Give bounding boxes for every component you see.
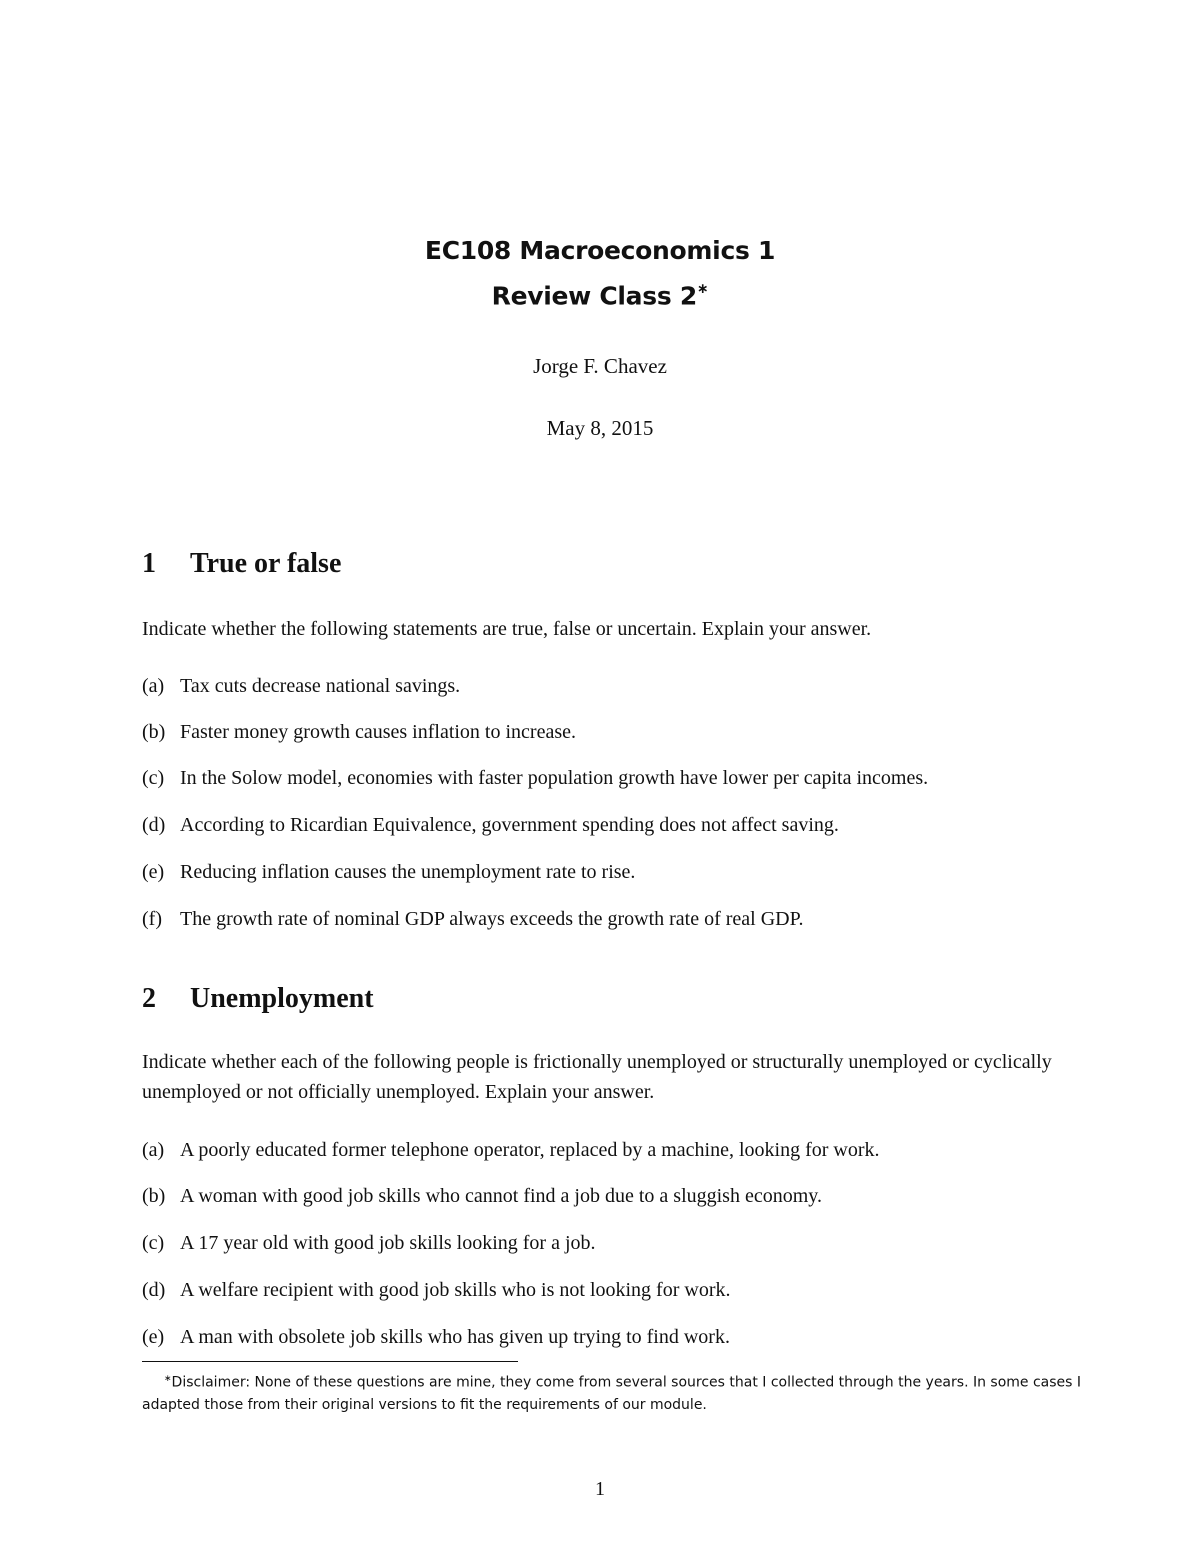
list-item	[142, 766, 1092, 790]
list-item	[142, 907, 1092, 931]
list-item	[142, 813, 1092, 837]
class-title: Review Class 2∗	[491, 281, 709, 311]
footnote-text: Disclaimer: None of these questions are mine, they come from several sources that I collected through the years. In some cases I adapted those from their original versions to fit the requirements of our module.	[142, 1374, 1082, 1413]
item-marker: (a)	[142, 1139, 165, 1161]
course-title: EC108 Macroeconomics 1	[424, 236, 776, 265]
item-text: According to Ricardian Equivalence, government spending does not affect saving.	[180, 814, 839, 836]
item-marker: (b)	[142, 1185, 166, 1207]
item-text: A 17 year old with good job skills looking for a job.	[180, 1232, 596, 1254]
item-marker: (e)	[142, 1326, 165, 1348]
footnote-divider	[142, 1361, 518, 1362]
list-item	[142, 720, 1092, 744]
item-marker: (f)	[142, 908, 162, 930]
section-heading-true-or-false	[142, 548, 341, 580]
item-text: A poorly educated former telephone operator, replaced by a machine, looking for work.	[180, 1139, 880, 1161]
page-number: 1	[595, 1478, 605, 1500]
section-title: True or false	[190, 548, 342, 579]
list-item	[142, 1231, 1092, 1255]
item-marker: (d)	[142, 814, 166, 836]
item-marker: (a)	[142, 675, 165, 697]
item-text: A welfare recipient with good job skills who is not looking for work.	[180, 1279, 731, 1301]
list-item	[142, 1325, 1092, 1349]
item-text: Tax cuts decrease national savings.	[180, 675, 461, 697]
footnote	[142, 1368, 1092, 1416]
date: May 8, 2015	[546, 416, 654, 440]
footnote-mark: ∗	[164, 1374, 172, 1384]
list-item	[142, 1138, 1092, 1162]
section-instructions: Indicate whether the following statements are true, false or uncertain. Explain your answer.	[142, 618, 872, 640]
item-marker: (e)	[142, 861, 165, 883]
item-marker: (c)	[142, 1232, 165, 1254]
item-marker: (c)	[142, 767, 165, 789]
list-item	[142, 1278, 1092, 1302]
section-instructions: Indicate whether each of the following people is frictionally unemployed or structurally unemployed or cyclically unemployed or not officially unemployed. Explain your answer.	[142, 1051, 1052, 1103]
item-text: Faster money growth causes inflation to increase.	[180, 721, 576, 743]
list-item	[142, 1184, 1092, 1208]
item-text: A man with obsolete job skills who has given up trying to find work.	[180, 1326, 730, 1348]
item-marker: (d)	[142, 1279, 166, 1301]
item-text: The growth rate of nominal GDP always exceeds the growth rate of real GDP.	[180, 908, 804, 930]
section-number: 1	[142, 548, 156, 579]
section-number: 2	[142, 983, 156, 1014]
list-item	[142, 674, 1092, 698]
item-text: In the Solow model, economies with faster population growth have lower per capita incomes.	[180, 767, 929, 789]
section-title: Unemployment	[190, 983, 374, 1014]
item-marker: (b)	[142, 721, 166, 743]
item-text: A woman with good job skills who cannot find a job due to a sluggish economy.	[180, 1185, 822, 1207]
section-heading-unemployment	[142, 983, 374, 1015]
author: Jorge F. Chavez	[533, 354, 667, 378]
list-item	[142, 860, 1092, 884]
footnote-marker: ∗	[696, 281, 709, 297]
item-text: Reducing inflation causes the unemployment rate to rise.	[180, 861, 636, 883]
